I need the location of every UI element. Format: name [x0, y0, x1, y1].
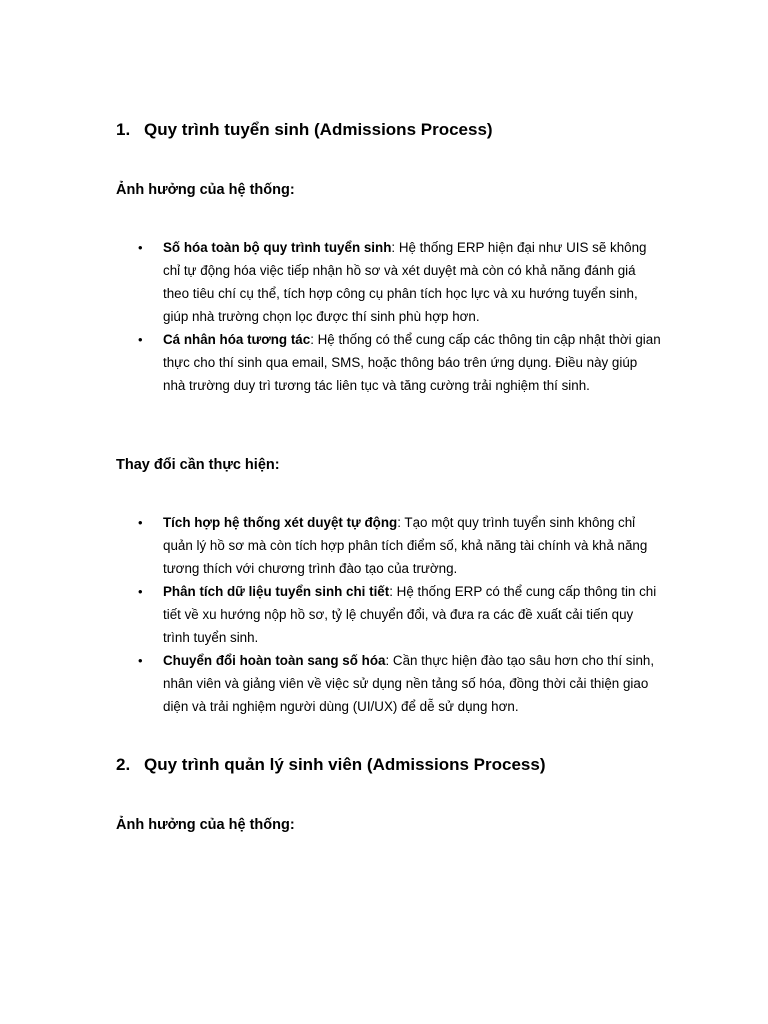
section-2-title: Quy trình quản lý sinh viên (Admissions Process) [144, 755, 546, 774]
bullet-icon: • [138, 240, 143, 255]
bullet-icon: • [138, 653, 143, 668]
item-text: : Cần thực hiện đào tạo sâu hơn cho thí sinh, nhân viên và giảng viên về việc sử dụng nền tảng số hóa, đồng thời cải thiện giao diện và trải nghiệm người dùng (UI/UX) để dễ sử dụng hơn. [163, 653, 655, 714]
section-2-number: 2. [116, 755, 131, 774]
item-text: : Hệ thống ERP hiện đại như UIS sẽ không chỉ tự động hóa việc tiếp nhận hồ sơ và xét duyệt mà còn có khả năng đánh giá theo tiêu chí cụ thể, tích hợp công cụ phân tích học lực và xu hướng tuyển sinh, giúp nhà trường chọn lọc được thí sinh phù hợp hơn. [163, 240, 647, 324]
item-bold-lead: Chuyển đổi hoàn toàn sang số hóa [163, 653, 386, 668]
item-bold-lead: Tích hợp hệ thống xét duyệt tự động [163, 515, 398, 530]
section-1-number: 1. [116, 120, 131, 139]
section-1-heading [116, 120, 493, 140]
section-1-title: Quy trình tuyển sinh (Admissions Process) [144, 120, 493, 139]
section-2-impact-heading: Ảnh hưởng của hệ thống: [116, 817, 295, 833]
item-text: : Hệ thống có thể cung cấp các thông tin cập nhật thời gian thực cho thí sinh qua email, SMS, hoặc thông báo trên ứng dụng. Điều này giúp nhà trường duy trì tương tác liên tục và tăng cường trải nghiệm thí sinh. [163, 332, 661, 393]
bullet-icon: • [138, 515, 143, 530]
list-item [0, 511, 663, 580]
item-bold-lead: Cá nhân hóa tương tác [163, 332, 311, 347]
list-item [0, 236, 663, 328]
section-1-impact-heading: Ảnh hưởng của hệ thống: [116, 182, 295, 198]
section-1-impact-list [0, 236, 663, 397]
list-item [0, 328, 663, 397]
item-bold-lead: Phân tích dữ liệu tuyển sinh chi tiết [163, 584, 390, 599]
item-text: : Hệ thống ERP có thể cung cấp thông tin chi tiết về xu hướng nộp hồ sơ, tỷ lệ chuyển đổi, và đưa ra các đề xuất cải tiến quy trình tuyển sinh. [163, 584, 657, 645]
bullet-icon: • [138, 332, 143, 347]
item-text: : Tạo một quy trình tuyển sinh không chỉ quản lý hồ sơ mà còn tích hợp phân tích điểm số, khả năng tài chính và khả năng tương thích với chương trình đào tạo của trường. [163, 515, 648, 576]
section-1-change-list [0, 511, 663, 718]
bullet-icon: • [138, 584, 143, 599]
list-item [0, 649, 663, 718]
item-bold-lead: Số hóa toàn bộ quy trình tuyển sinh [163, 240, 392, 255]
section-1-change-heading: Thay đổi cần thực hiện: [116, 457, 280, 473]
section-2-heading [116, 755, 545, 775]
list-item [0, 580, 663, 649]
